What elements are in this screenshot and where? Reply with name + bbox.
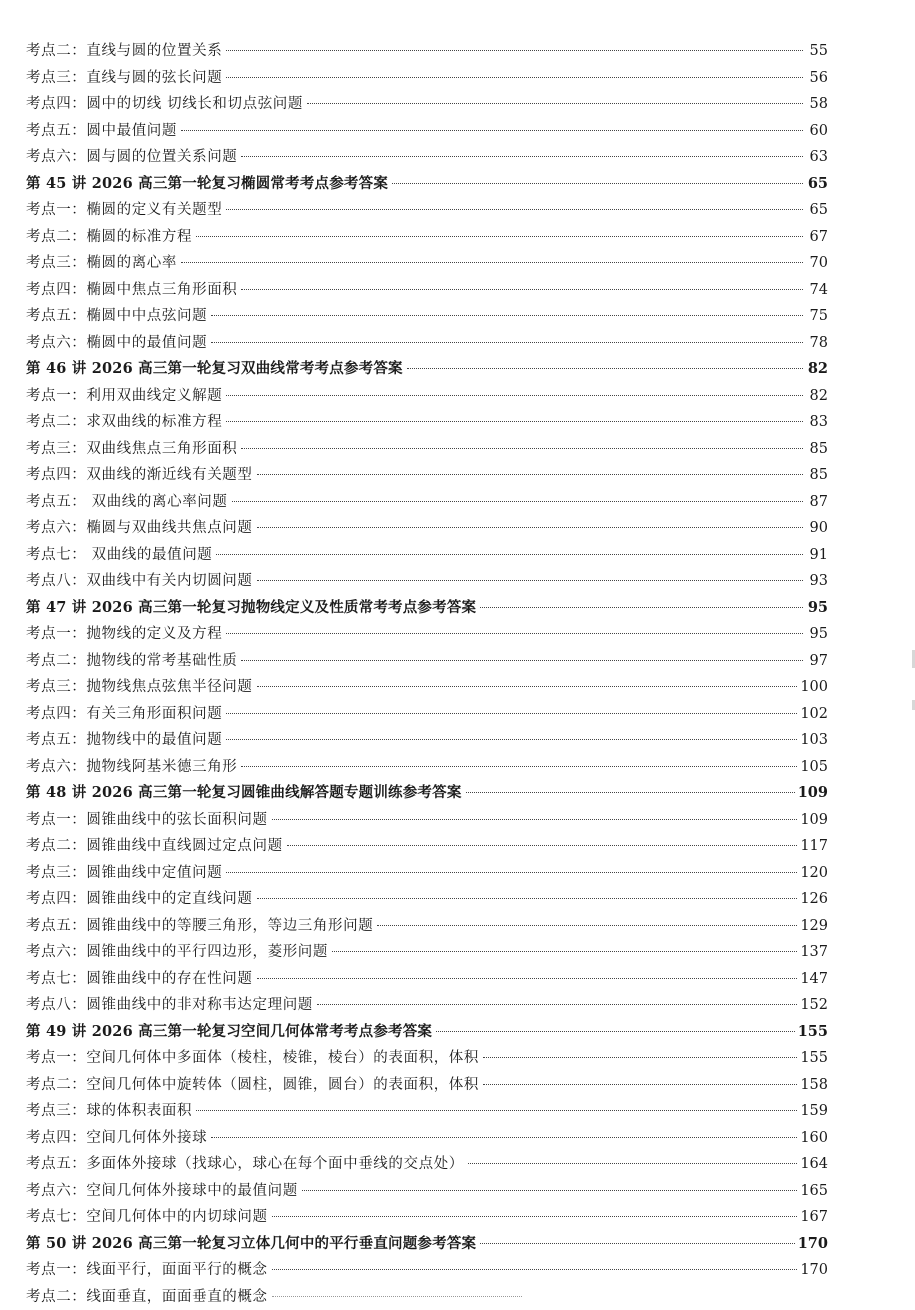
toc-page-number: 155 (798, 1019, 828, 1046)
toc-page-number: 95 (806, 595, 828, 622)
toc-entry-title: 考点一：圆锥曲线中的弦长面积问题 (26, 807, 270, 834)
toc-page-number: 83 (806, 409, 828, 436)
toc-entry[interactable] (26, 913, 828, 940)
toc-entry[interactable] (26, 1072, 828, 1099)
dot-leader (211, 342, 803, 343)
toc-entry-title: 考点七： 双曲线的最值问题 (26, 542, 214, 569)
toc-entry[interactable] (26, 65, 828, 92)
toc-entry[interactable] (26, 462, 828, 489)
toc-entry-title: 考点五： 双曲线的离心率问题 (26, 489, 230, 516)
toc-page-number: 65 (806, 171, 828, 198)
toc-page-number: 82 (806, 356, 828, 383)
toc-entry-title: 考点四：圆锥曲线中的定直线问题 (26, 886, 255, 913)
toc-entry-title: 考点一：利用双曲线定义解题 (26, 383, 224, 410)
toc-page-number: 56 (806, 65, 828, 92)
toc-entry[interactable] (26, 807, 828, 834)
toc-entry[interactable] (26, 966, 828, 993)
toc-entry[interactable] (26, 1284, 828, 1310)
toc-entry[interactable] (26, 409, 828, 436)
dot-leader (232, 501, 803, 502)
dot-leader (468, 1163, 797, 1164)
toc-page-number: 60 (806, 118, 828, 145)
dot-leader (307, 103, 803, 104)
toc-entry[interactable] (26, 1125, 828, 1152)
dot-leader (257, 474, 804, 475)
toc-entry[interactable] (26, 860, 828, 887)
dot-leader (241, 766, 797, 767)
toc-page-number: 55 (806, 38, 828, 65)
toc-page-number: 65 (806, 197, 828, 224)
toc-entry-title: 考点五：圆中最值问题 (26, 118, 179, 145)
toc-entry[interactable] (26, 1257, 828, 1284)
dot-leader (257, 580, 804, 581)
dot-leader (226, 395, 803, 396)
toc-entry[interactable] (26, 648, 828, 675)
toc-page-number: 164 (800, 1151, 828, 1178)
toc-entry-title: 考点五：圆锥曲线中的等腰三角形，等边三角形问题 (26, 913, 375, 940)
toc-entry-title: 考点二：圆锥曲线中直线圆过定点问题 (26, 833, 285, 860)
toc-page-number: 97 (806, 648, 828, 675)
dot-leader (483, 1084, 797, 1085)
toc-entry[interactable] (26, 939, 828, 966)
toc-page-number: 147 (800, 966, 828, 993)
toc-entry-title: 考点三：直线与圆的弦长问题 (26, 65, 224, 92)
toc-entry-title: 考点七：圆锥曲线中的存在性问题 (26, 966, 255, 993)
dot-leader (466, 792, 795, 793)
dot-leader (196, 1110, 797, 1111)
toc-entry-title: 第 50 讲 2026 高三第一轮复习立体几何中的平行垂直问题参考答案 (26, 1231, 478, 1258)
dot-leader (480, 1243, 794, 1244)
toc-entry-title: 考点一：线面平行，面面平行的概念 (26, 1257, 270, 1284)
dot-leader (480, 607, 803, 608)
toc-entry[interactable] (26, 1098, 828, 1125)
dot-leader (392, 183, 803, 184)
toc-entry-title: 第 47 讲 2026 高三第一轮复习抛物线定义及性质常考考点参考答案 (26, 595, 478, 622)
toc-entry[interactable] (26, 542, 828, 569)
toc-page-number: 155 (800, 1045, 828, 1072)
dot-leader (377, 925, 797, 926)
toc-entry-title: 考点六：椭圆中的最值问题 (26, 330, 209, 357)
toc-page-number: 170 (800, 1257, 828, 1284)
toc-lecture-heading[interactable] (26, 595, 828, 622)
toc-page-number: 82 (806, 383, 828, 410)
toc-page-number: 63 (806, 144, 828, 171)
dot-leader (407, 368, 803, 369)
toc-entry[interactable] (26, 224, 828, 251)
toc-entry-title: 第 48 讲 2026 高三第一轮复习圆锥曲线解答题专题训练参考答案 (26, 780, 464, 807)
dot-leader (272, 1269, 798, 1270)
toc-page-number: 159 (800, 1098, 828, 1125)
toc-page-number: 58 (806, 91, 828, 118)
toc-page-number: 75 (806, 303, 828, 330)
toc-entry[interactable] (26, 886, 828, 913)
toc-entry[interactable] (26, 144, 828, 171)
toc-entry-title: 第 49 讲 2026 高三第一轮复习空间几何体常考考点参考答案 (26, 1019, 434, 1046)
toc-entry-title: 考点四：圆中的切线 切线长和切点弦问题 (26, 91, 305, 118)
toc-lecture-heading[interactable] (26, 171, 828, 198)
toc-lecture-heading[interactable] (26, 780, 828, 807)
toc-page-number: 87 (806, 489, 828, 516)
toc-page-number: 120 (800, 860, 828, 887)
toc-page-number: 109 (798, 780, 828, 807)
toc-entry[interactable] (26, 436, 828, 463)
toc-entry-title: 考点四：空间几何体外接球 (26, 1125, 209, 1152)
toc-page-number: 100 (800, 674, 828, 701)
toc-lecture-heading[interactable] (26, 356, 828, 383)
toc-page-number: 105 (800, 754, 828, 781)
dot-leader (226, 50, 803, 51)
dot-leader (287, 845, 798, 846)
toc-page-number: 165 (800, 1178, 828, 1205)
toc-entry-title: 第 46 讲 2026 高三第一轮复习双曲线常考考点参考答案 (26, 356, 405, 383)
toc-page-number: 95 (806, 621, 828, 648)
toc-entry-title: 考点六：椭圆与双曲线共焦点问题 (26, 515, 255, 542)
toc-entry[interactable] (26, 303, 828, 330)
toc-page-number: 137 (800, 939, 828, 966)
dot-leader (226, 209, 803, 210)
toc-entry-title: 考点二：抛物线的常考基础性质 (26, 648, 239, 675)
toc-entry-title: 考点一：抛物线的定义及方程 (26, 621, 224, 648)
dot-leader (241, 156, 803, 157)
dot-leader (272, 819, 798, 820)
toc-entry-title: 考点六：圆锥曲线中的平行四边形，菱形问题 (26, 939, 330, 966)
dot-leader (257, 898, 798, 899)
toc-entry[interactable] (26, 568, 828, 595)
toc-page-number: 126 (800, 886, 828, 913)
toc-entry-title: 考点七：空间几何体中的内切球问题 (26, 1204, 270, 1231)
dot-leader (181, 130, 803, 131)
toc-page-number: 167 (800, 1204, 828, 1231)
toc-page-number: 74 (806, 277, 828, 304)
dot-leader (257, 978, 798, 979)
dot-leader (226, 872, 797, 873)
toc-page-number: 91 (806, 542, 828, 569)
dot-leader (181, 262, 803, 263)
toc-page-number: 160 (800, 1125, 828, 1152)
toc-entry[interactable] (26, 91, 828, 118)
dot-leader (436, 1031, 795, 1032)
toc-entry[interactable] (26, 701, 828, 728)
dot-leader (226, 421, 803, 422)
dot-leader (211, 315, 803, 316)
toc-entry-title: 考点四：双曲线的渐近线有关题型 (26, 462, 255, 489)
table-of-contents (26, 38, 828, 1310)
toc-page-number: 85 (806, 436, 828, 463)
toc-entry-title: 考点六：抛物线阿基米德三角形 (26, 754, 239, 781)
toc-entry[interactable] (26, 754, 828, 781)
toc-page-number: 102 (800, 701, 828, 728)
toc-page-number: 117 (800, 833, 828, 860)
toc-entry[interactable] (26, 621, 828, 648)
toc-entry-title: 考点三：椭圆的离心率 (26, 250, 179, 277)
toc-entry-title: 考点八：圆锥曲线中的非对称韦达定理问题 (26, 992, 315, 1019)
toc-entry[interactable] (26, 674, 828, 701)
toc-entry-title: 考点二：线面垂直，面面垂直的概念 (26, 1284, 270, 1310)
toc-entry-title: 考点八：双曲线中有关内切圆问题 (26, 568, 255, 595)
toc-entry-title: 考点二：求双曲线的标准方程 (26, 409, 224, 436)
dot-leader (216, 554, 803, 555)
toc-page-number: 103 (800, 727, 828, 754)
dot-leader (196, 236, 803, 237)
toc-entry-title: 考点二：直线与圆的位置关系 (26, 38, 224, 65)
toc-entry-title: 考点五：抛物线中的最值问题 (26, 727, 224, 754)
toc-entry-title: 考点五：多面体外接球（找球心，球心在每个面中垂线的交点处） (26, 1151, 466, 1178)
toc-entry[interactable] (26, 489, 828, 516)
toc-entry[interactable] (26, 38, 828, 65)
toc-entry[interactable] (26, 277, 828, 304)
dot-leader (226, 739, 797, 740)
toc-entry-title: 考点三：抛物线焦点弦焦半径问题 (26, 674, 255, 701)
toc-entry[interactable] (26, 383, 828, 410)
toc-entry-title: 考点一：空间几何体中多面体（棱柱，棱锥，棱台）的表面积，体积 (26, 1045, 481, 1072)
toc-page-number: 85 (806, 462, 828, 489)
toc-entry-title: 考点三：双曲线焦点三角形面积 (26, 436, 239, 463)
dot-leader (272, 1296, 522, 1297)
dot-leader (317, 1004, 797, 1005)
toc-lecture-heading[interactable] (26, 1231, 828, 1258)
toc-page-number: 109 (800, 807, 828, 834)
toc-entry[interactable] (26, 727, 828, 754)
toc-entry-title: 考点六：圆与圆的位置关系问题 (26, 144, 239, 171)
toc-page-number: 78 (806, 330, 828, 357)
toc-entry[interactable] (26, 1204, 828, 1231)
dot-leader (241, 448, 803, 449)
toc-entry[interactable] (26, 515, 828, 542)
dot-leader (241, 660, 803, 661)
dot-leader (483, 1057, 797, 1058)
toc-entry[interactable] (26, 833, 828, 860)
toc-entry[interactable] (26, 1151, 828, 1178)
toc-page-number: 170 (798, 1231, 828, 1258)
toc-entry[interactable] (26, 992, 828, 1019)
toc-page-number: 152 (800, 992, 828, 1019)
dot-leader (226, 633, 803, 634)
toc-lecture-heading[interactable] (26, 1019, 828, 1046)
dot-leader (226, 77, 803, 78)
toc-entry-title: 考点二：椭圆的标准方程 (26, 224, 194, 251)
toc-page-number: 70 (806, 250, 828, 277)
toc-page-number: 67 (806, 224, 828, 251)
toc-page-number: 129 (800, 913, 828, 940)
toc-entry-title: 考点三：圆锥曲线中定值问题 (26, 860, 224, 887)
toc-entry[interactable] (26, 250, 828, 277)
toc-entry-title: 考点四：椭圆中焦点三角形面积 (26, 277, 239, 304)
dot-leader (302, 1190, 798, 1191)
dot-leader (211, 1137, 797, 1138)
toc-entry-title: 第 45 讲 2026 高三第一轮复习椭圆常考考点参考答案 (26, 171, 390, 198)
dot-leader (226, 713, 797, 714)
toc-entry-title: 考点二：空间几何体中旋转体（圆柱，圆锥，圆台）的表面积，体积 (26, 1072, 481, 1099)
toc-entry[interactable] (26, 1045, 828, 1072)
toc-page-number: 93 (806, 568, 828, 595)
dot-leader (272, 1216, 798, 1217)
dot-leader (257, 527, 804, 528)
toc-entry[interactable] (26, 197, 828, 224)
dot-leader (332, 951, 797, 952)
toc-entry-title: 考点四：有关三角形面积问题 (26, 701, 224, 728)
toc-entry[interactable] (26, 118, 828, 145)
dot-leader (257, 686, 798, 687)
toc-entry-title: 考点六：空间几何体外接球中的最值问题 (26, 1178, 300, 1205)
toc-page-number: 158 (800, 1072, 828, 1099)
toc-entry-title: 考点五：椭圆中中点弦问题 (26, 303, 209, 330)
toc-entry-title: 考点一：椭圆的定义有关题型 (26, 197, 224, 224)
dot-leader (241, 289, 803, 290)
toc-page-number: 90 (806, 515, 828, 542)
toc-entry[interactable] (26, 330, 828, 357)
toc-entry-title: 考点三：球的体积表面积 (26, 1098, 194, 1125)
toc-entry[interactable] (26, 1178, 828, 1205)
